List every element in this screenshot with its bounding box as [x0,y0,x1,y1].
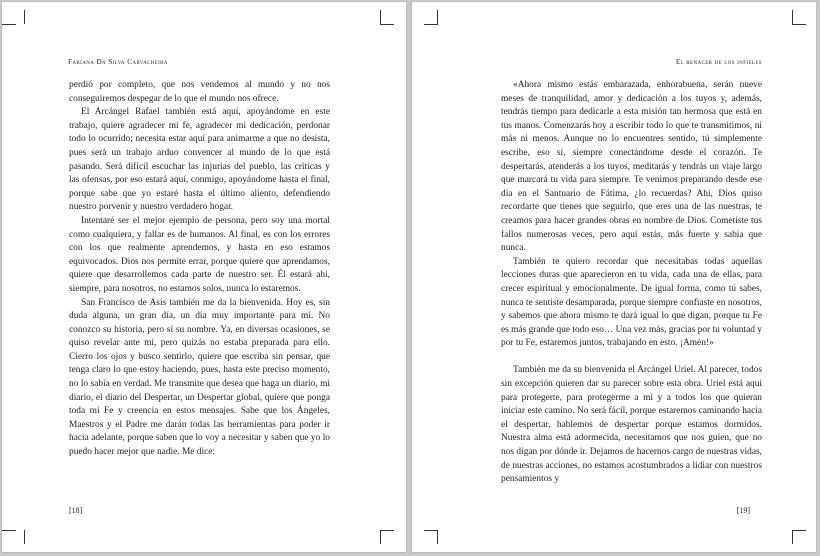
crop-mark [437,10,438,24]
right-page [412,2,816,552]
crop-mark [437,530,438,544]
crop-mark [2,24,16,25]
paragraph: Intentaré ser el mejor ejemplo de persona, pero soy una mortal como cualquiera, y fallar es de humanos. Al final, es con los errores con los que realmente aprendemos, y hasta en eso estamos equivocados. Dios nos permite errar, porque quiere que aprendamos, quiere que desarrollemos cada parte de nuestro ser. Él estará ahí, siempre, para nosotros, no estamos solos, nunca lo estaremos. [69,215,330,294]
paragraph: «Ahora mismo estás embarazada, enhorabuena, serán nueve meses de tranquilidad, amor y dedicación a los tuyos y, además, tendrás tiempo para dedicarle a esta misión tan hermosa que está en tus manos. Comenzarás hoy a escribir todo lo que te transmitimos, ni más ni menos. Aunque no lo encuentres sentido, tú simplemente escribe, eso sí, siempre conectándome desde el corazón. Te despertarás, atenderás a los tuyos, meditarás y tendrás un viaje largo que marcará tu vida para siempre. Te venimos preparando desde ese día en el Santuario de Fátima, ¿lo recuerdas? Ahí, Dios quiso recordarte que tienes que seguirlo, que eres una de las nuestras, te creamos para hacer grandes obras en nombre de Dios. Cometiste tus fallos numerosas veces, pero aquí estás, más fuerte y sabia que nunca. [501,80,762,254]
crop-mark [792,24,806,25]
left-page [2,2,406,552]
crop-mark [792,530,806,531]
page-number: [18] [69,506,83,515]
crop-mark [424,24,438,25]
paragraph: perdió por completo, que nos vendemos al mundo y no nos conseguiremos despegar de lo que el mundo nos ofrece. [69,80,330,104]
paragraph: San Francisco de Asís también me da la bienvenida. Hoy es, sin duda alguna, un gran día, un día muy importante para mí. No conozco su historia, pero sí su nombre. Ya, en diversas ocasiones, se quiso revelar ante mí, pero quizás no estaba preparada para ello. Cierro los ojos y busco sentirlo, quiere que escriba sin pensar, que tenga claro lo que estoy haciendo, pues, hasta este preciso momento, no lo sabía en verdad. Me transmite que desea que haga un diario, mi diario, el diario del Despertar, un Despertar global, quiere que ponga toda mi Fe y creencia en estos mensajes. Sabe que los Ángeles, Maestros y el Padre me darán todas las herramientas para poder ir hacia adelante, porque saben que lo voy a necesitar y saben que yo lo puedo hacer mejor que nadie. Me dice: [69,297,330,458]
crop-mark [792,10,793,24]
crop-mark [380,10,381,24]
crop-mark [24,10,25,24]
running-header-title: El renacer de los infieles [675,58,762,66]
crop-mark [424,530,438,531]
crop-mark [380,530,381,544]
crop-mark [792,530,793,544]
paragraph: También te quiero recordar que necesitabas todas aquellas lecciones duras que aparecieron en tu vida, cada una de ellas, para crecer espiritual y emocionalmente. De igual forma, como tú sabes, nunca te sentiste desamparada, porque siempre confiaste en nosotros, y sabemos que ahora mismo te dará igual lo que digan, porque tu Fe es más grande que todo eso… Una vez más, gracias por tu voluntad y por tu Fe, estaremos juntos, trabajando en esto. ¡Amén!» [501,256,762,349]
paragraph: El Arcángel Rafael también está aquí, apoyándome en este trabajo, quiere agradecer mi fe, agradecer mi dedicación, perdonar todo lo ocurrido; necesita estar aquí para animarme a que no desista, pues será un trabajo arduo convencer al mundo de lo que está pasando. Será difícil escuchar las injurias del pueblo, las críticas y las ofensas, por eso estará aquí, conmigo, apoyándome hasta el final, porque sabe que yo estaré hasta el último aliento, defendiendo nuestro porvenir y nuestro verdadero hogar. [69,107,330,213]
paragraph: También me da su bienvenida el Arcángel Uriel. Al parecer, todos sin excepción quieren dar su parecer sobre esta obra. Uriel está aquí para protegerte, para protegerme a mí y a todos los que quieran iniciar este camino. No será fácil, porque estaremos caminando hacia el despertar, hablemos de despertar porque estamos dormidos. Nuestra alma está adormecida, necesitamos que nos guíen, que no nos digan por dónde ir. Dejamos de hacernos cargo de nuestras vidas, de nuestras acciones, no estamos acostumbrados a lidiar con nuestros pensamientos y [501,365,762,485]
page-number: [19] [736,506,750,515]
crop-mark [24,530,25,544]
crop-mark [380,530,394,531]
crop-mark [380,24,394,25]
crop-mark [2,530,16,531]
right-page-body [501,79,762,487]
left-page-body [69,79,330,460]
running-header-author: Fabiana Da Silva Carvalheira [68,58,168,66]
